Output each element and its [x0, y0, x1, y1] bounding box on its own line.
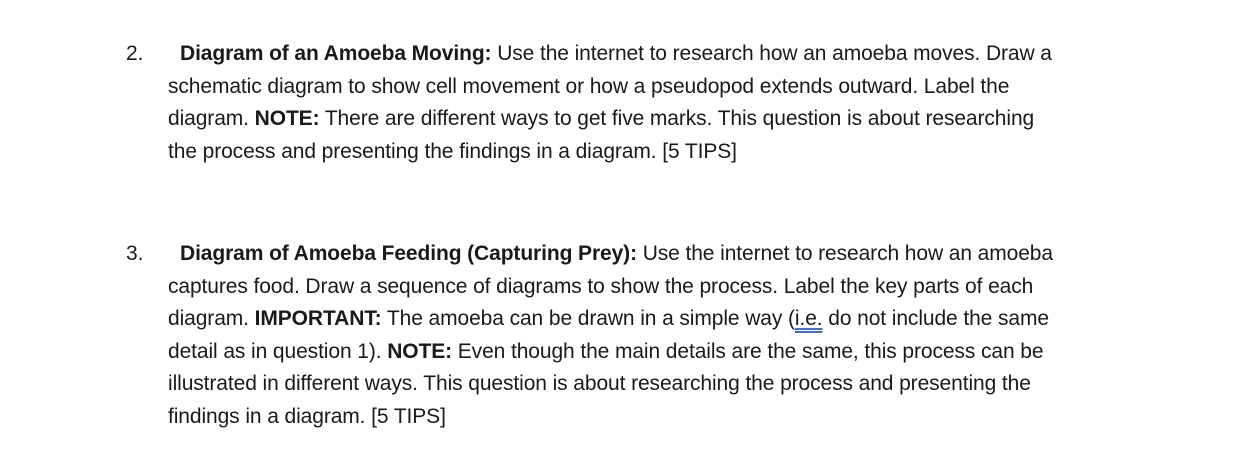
- text-line: the process and presenting the findings in a diagram. [5 TIPS]: [168, 139, 737, 163]
- text-line: diagram. NOTE: There are different ways to get five marks. This question is about researching: [168, 107, 1035, 130]
- text-line: schematic diagram to show cell movement or how a pseudopod extends outward. Label the: [168, 74, 1010, 98]
- text-line: diagram. IMPORTANT: The amoeba can be drawn in a simple way (i.e. do not include the same: [168, 307, 1049, 330]
- text-line: Diagram of Amoeba Feeding (Capturing Prey): Use the internet to research how an amoeba: [180, 242, 1053, 265]
- text-line: captures food. Draw a sequence of diagrams to show the process. Label the key parts of each: [168, 274, 1034, 298]
- text-line: Diagram of an Amoeba Moving: Use the internet to research how an amoeba moves. Draw a: [180, 42, 1052, 65]
- question-text: [168, 38, 1138, 168]
- text-line: illustrated in different ways. This question is about researching the process and presenting the: [168, 372, 1031, 395]
- question-number: 2.: [126, 42, 144, 65]
- question-heading: Diagram of an Amoeba Moving:: [180, 42, 492, 65]
- text-line: findings in a diagram. [5 TIPS]: [168, 404, 446, 428]
- question-text: [168, 238, 1138, 433]
- question-number: 3.: [126, 242, 144, 265]
- note-label: NOTE:: [254, 107, 320, 130]
- ie-spellcheck-underline[interactable]: i.e.: [794, 307, 823, 330]
- text-line: detail as in question 1). NOTE: Even though the main details are the same, this process can be: [168, 339, 1044, 363]
- note-label: NOTE:: [387, 339, 453, 363]
- important-label: IMPORTANT:: [254, 307, 382, 330]
- question-heading: Diagram of Amoeba Feeding (Capturing Prey):: [180, 242, 637, 265]
